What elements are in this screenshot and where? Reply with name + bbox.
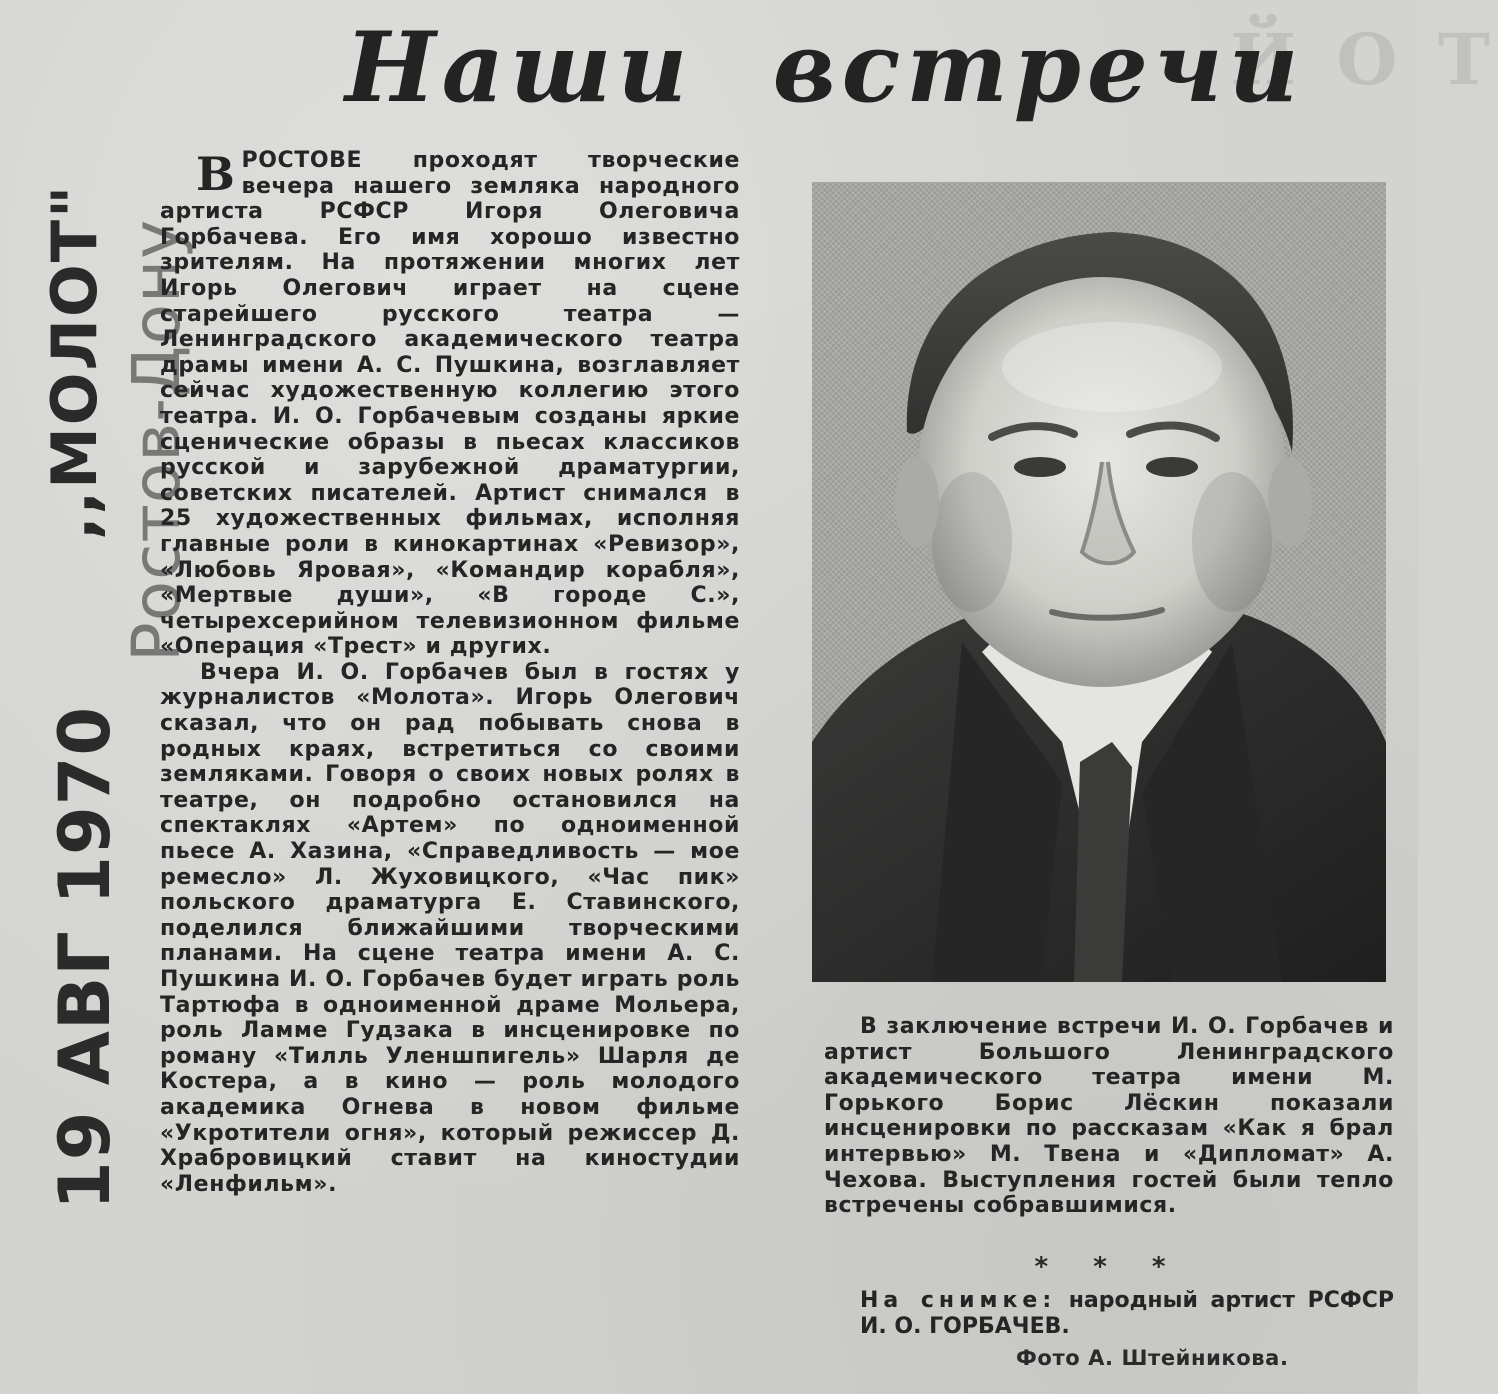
stamp-newspaper-name: ,,МОЛОТ" xyxy=(38,183,111,540)
article-paragraph-3: В заключение встречи И. О. Горбачев и артист Большого Ленинградского академического театра имени М. Горького Борис Лёскин показали инсценировки по рассказам «Как я брал интервью» М. Твена и «Дипломат» А. Чехова. Выступления гостей были тепло встречены собравшимися. xyxy=(824,1014,1394,1219)
caption-text: народный артист РСФСР И. О. ГОРБАЧЕВ. xyxy=(860,1288,1394,1339)
portrait-photo xyxy=(812,182,1386,982)
article-left-column xyxy=(160,148,740,1388)
caption-lead: На снимке: xyxy=(860,1288,1057,1313)
portrait-illustration xyxy=(812,182,1386,982)
photo-caption xyxy=(824,1288,1394,1340)
stamp-city: Ростов-Дону xyxy=(118,218,195,662)
stamp-date: 19 АВГ 1970 xyxy=(44,705,126,1210)
article-paragraph-2: Вчера И. О. Горбачев был в гостях у журналистов «Молота». Игорь Олегович сказал, что он рад побывать снова в родных краях, встретиться со своими земляками. Говоря о своих новых ролях в театре, он подробно остановился на спектаклях «Артем» по одноименной пьесе А. Хазина, «Справедливость — мое ремесло» Л. Жуховицкого, «Час пик» польского драматурга Е. Ставинского, поделился ближайшими творческими планами. На сцене театра имени А. С. Пушкина И. О. Горбачев будет играть роль Тартюфа в одноименной драме Мольера, роль Ламме Гудзака в инсценировке по роману «Тилль Уленшпигель» Шарля де Костера, а в кино — роль молодого академика Огнева в новом фильме «Укротители огня», который режиссер Д. Храбровицкий ставит на киностудии «Ленфильм». xyxy=(160,659,740,1197)
caption-line xyxy=(824,1288,1394,1340)
paragraph-1-text: РОСТОВЕ проходят творческие вечера нашего земляка народного артиста РСФСР Игоря Олеговича Горбачева. Его имя хорошо известно зрителям. На протяжении многих лет Игорь Олегович играет на сцене старейшего русского театра — Ленинградского академического театра драмы имени А. С. Пушкина, возглавляет сейчас художественную коллегию этого театра. И. О. Горбачевым созданы яркие сценические образы в пьесах классиков русской и зарубежной драматургии, советских писателей. Артист снимался в 25 художественных фильмах, исполняя главные роли в кинокартинах «Ревизор», «Любовь Яровая», «Командир корабля», «Мертвые души», «В городе С.», четырехсерийном телевизионном фильме «Операция «Трест» и других. xyxy=(160,148,740,660)
article-paragraph-1 xyxy=(160,148,740,660)
dropcap: В xyxy=(196,147,236,201)
section-separator: * * * xyxy=(1034,1252,1184,1282)
headline: Наши встречи xyxy=(345,11,1305,124)
photo-credit: Фото А. Штейникова. xyxy=(1016,1346,1289,1370)
article-right-column xyxy=(824,1014,1394,1244)
bleed-through-text: Й О Т xyxy=(1230,18,1498,101)
